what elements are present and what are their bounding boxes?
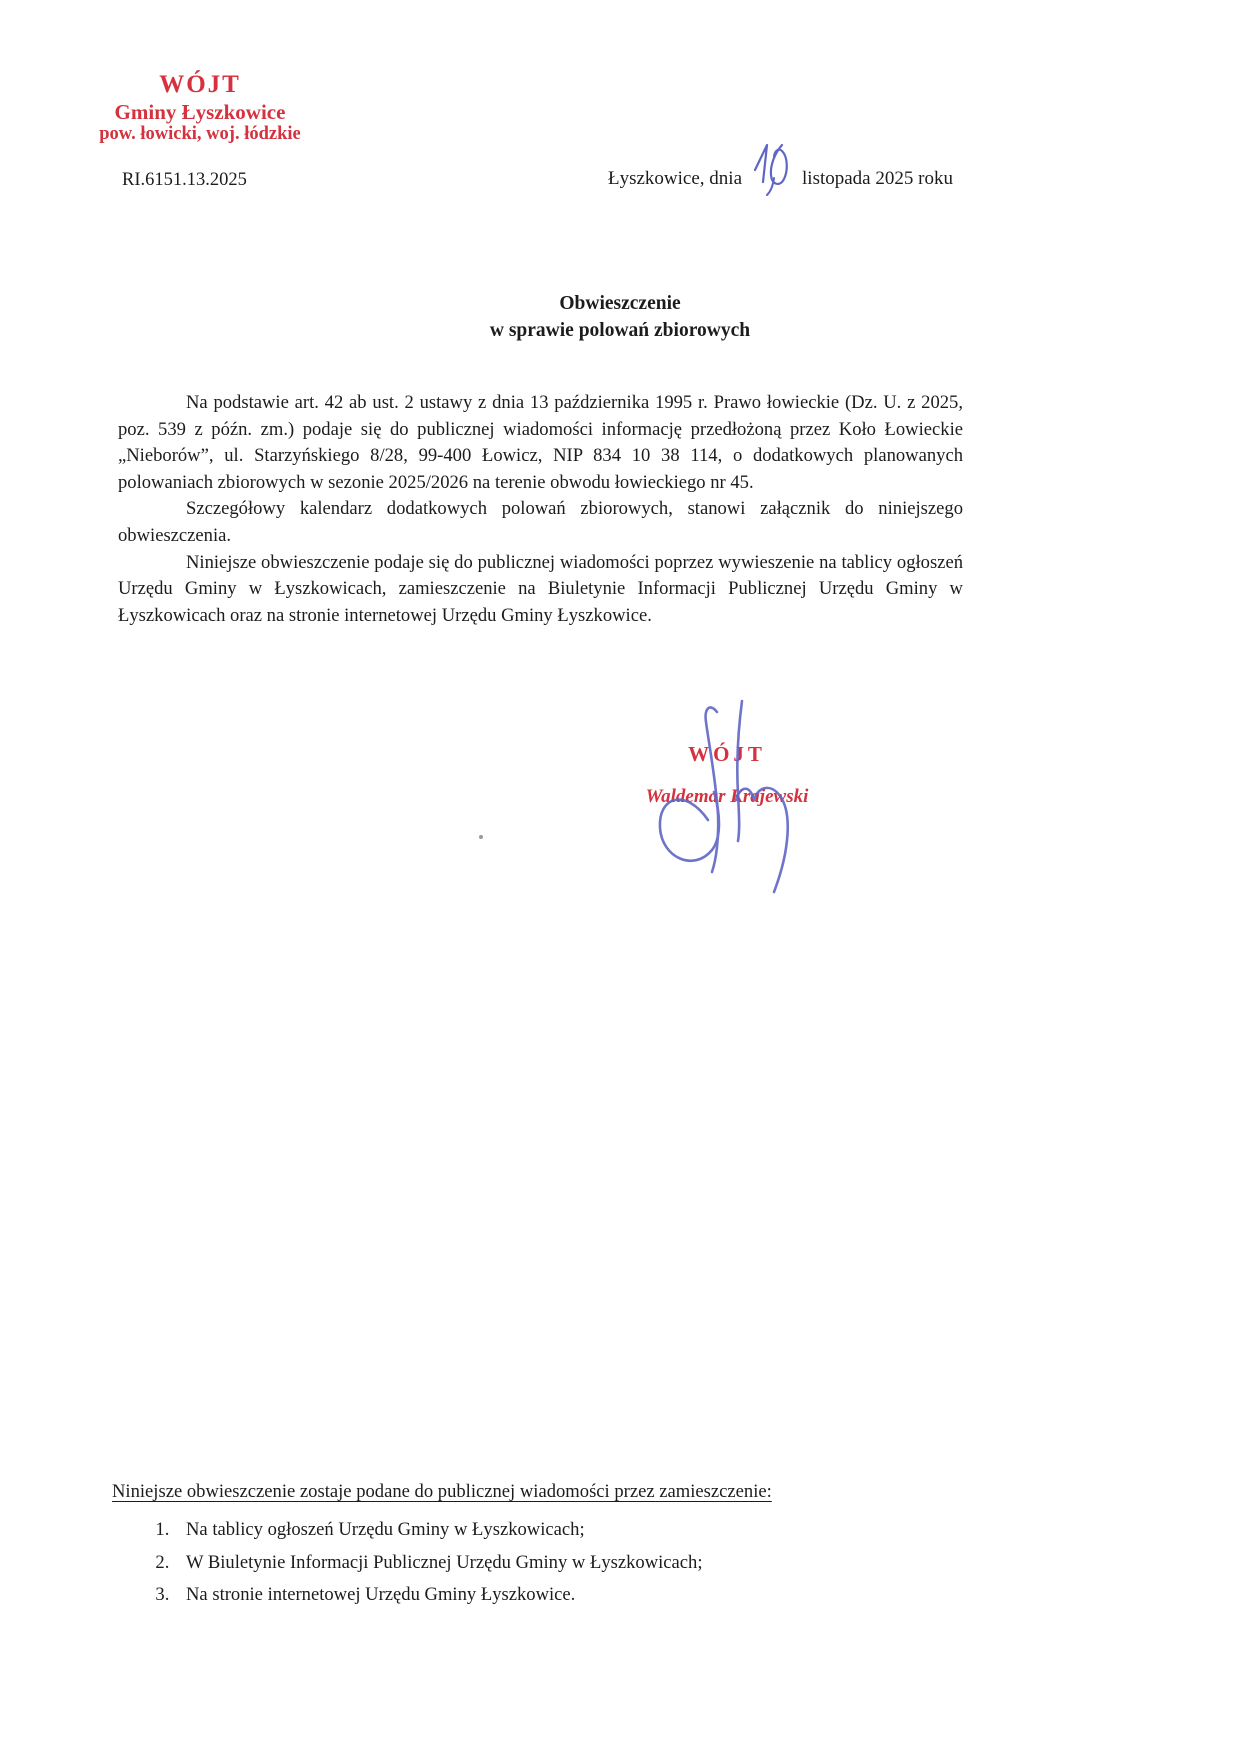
date-suffix: listopada 2025 roku <box>802 168 953 189</box>
reference-number: RI.6151.13.2025 <box>122 170 247 190</box>
title-line1: Obwieszczenie <box>559 293 681 314</box>
signature-stamp-name: Waldemar Krajewski <box>645 786 809 807</box>
distribution-section <box>112 1478 972 1612</box>
distribution-list <box>112 1514 972 1612</box>
signature-stamp-title: WÓJT <box>688 742 766 766</box>
title-line2: w sprawie polowań zbiorowych <box>489 320 751 341</box>
stamp-district: pow. łowicki, woj. łódzkie <box>99 124 301 145</box>
stray-scan-mark <box>479 835 483 839</box>
stamp-title: WÓJT <box>159 71 241 98</box>
distribution-heading: Niniejsze obwieszczenie zostaje podane do publicznej wiadomości przez zamieszczenie: <box>112 1481 772 1502</box>
body-paragraph-1: Na podstawie art. 42 ab ust. 2 ustawy z dnia 13 października 1995 r. Prawo łowieckie (Dz. U. z 2025, poz. 539 z późn. zm.) podaje się do publicznej wiadomości informację przedłożoną przez Koło Łowieckie „Nieborów”, ul. Starzyńskiego 8/28, 99-400 Łowicz, NIP 834 10 38 114, o dodatkowych planowanych polowaniach zbiorowych w sezonie 2025/2026 na terenie obwodu łowieckiego nr 45. <box>118 392 963 493</box>
distribution-item: 2. W Biuletynie Informacji Publicznej Urzędu Gminy w Łyszkowicach; <box>174 1547 972 1580</box>
body-paragraph-3: Niniejsze obwieszczenie podaje się do publicznej wiadomości poprzez wywieszenie na tablicy ogłoszeń Urzędu Gminy w Łyszkowicach, zamieszczenie na Biuletynie Informacji Publicznej Urzędu Gminy w Łyszkowicach oraz na stronie internetowej Urzędu Gminy Łyszkowice. <box>118 551 963 626</box>
distribution-item: 3. Na stronie internetowej Urzędu Gminy Łyszkowice. <box>174 1579 972 1612</box>
signature-block <box>612 698 842 898</box>
date-line <box>608 126 1168 190</box>
distribution-item: 1. Na tablicy ogłoszeń Urzędu Gminy w Łyszkowicach; <box>174 1514 972 1547</box>
document-title <box>0 290 1240 344</box>
date-prefix: Łyszkowice, dnia <box>608 168 743 189</box>
handwritten-signature-ink <box>612 698 842 898</box>
stamp-municipality: Gminy Łyszkowice <box>114 99 286 124</box>
handwritten-day-ink <box>750 138 794 196</box>
body-paragraph-2: Szczegółowy kalendarz dodatkowych polowań zbiorowych, stanowi załącznik do niniejszego obwieszczenia. <box>118 498 963 546</box>
document-body <box>118 390 963 629</box>
office-stamp-header <box>70 70 330 146</box>
